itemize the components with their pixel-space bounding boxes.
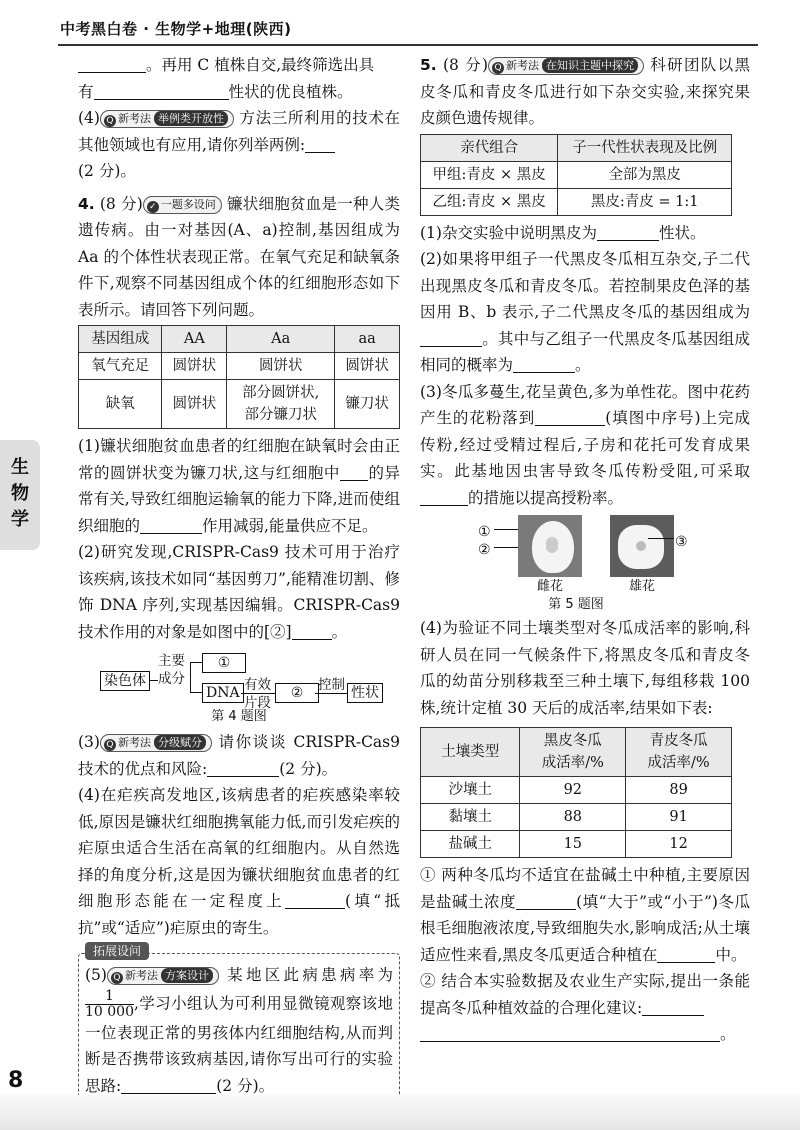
answer-blank[interactable] [420,1025,720,1042]
chromosome-flow-diagram [78,649,400,713]
table-header: Aa [227,326,335,353]
table-row: 乙组:青皮 × 黑皮 黑皮:青皮 = 1:1 [421,188,732,215]
question-4-part-3: (3) Q 新考法 分级赋分 请你谈谈 CRISPR-Cas9 技术的优点和风险: (2 分)。 [78,733,400,778]
answer-blank[interactable] [285,892,345,909]
page-header: 中考黑白卷 · 生物学+地理(陕西) [60,20,292,38]
answer-blank[interactable] [78,56,146,73]
answer-blank[interactable] [292,623,332,640]
subject-side-tab [0,440,40,550]
figure-4-caption: 第 4 题图 [211,709,267,724]
flow-label: 主要 [158,653,185,669]
side-tab-char: 生 [11,457,29,478]
answer-blank[interactable] [140,517,202,534]
question-mark-icon: Q [104,115,116,127]
new-method-badge: Q 新考法 分级赋分 [100,734,212,752]
answer-blank[interactable] [340,464,368,481]
female-flower-label: 雌花 [536,579,563,594]
answer-blank[interactable] [642,999,704,1016]
answer-blank[interactable] [420,489,468,506]
question-5-part-3: (3)冬瓜多蔓生,花呈黄色,多为单性花。图中花药产生的花粉落到 (填图中序号)上完成传粉,经过受精过程后,子房和花托可发育成果实。此基地因虫害导致冬瓜传粉受阻,可采取的措施以提高授粉率。 [420,382,750,507]
survival-rate-table [420,727,732,858]
table-row: 沙壤土 92 89 [421,777,732,804]
genotype-table [78,325,400,429]
table-row: 黏壤土 88 91 [421,804,732,831]
answer-blank[interactable] [657,946,715,963]
multi-question-badge: ✓ 一题多设问 [143,196,222,214]
side-tab-char: 物 [11,483,29,504]
table-row: 甲组:青皮 × 黑皮 全部为黑皮 [421,161,732,188]
flow-box-chromosome: 染色体 [100,671,150,691]
flow-label: 有效 [244,677,271,693]
question-4-part-5: (5) Q 新考法 方案设计 某地区此病患病率为 $\frac{1}{10 000}$ ,学习小组认为可利用显微镜观察该地一位表现正常的男孩体内红细胞结构,从而判断是否携带该致病基因,请你写出可行的实验思路: (2 分)。 [85,966,393,1095]
question-4-intro: 4. (8 分) ✓ 一题多设问 镰状细胞贫血是一种人类遗传病。由一对基因(A、a)控制,基因组成为 Aa 的个体性状表现正常。在氧气充足和缺氧条件下,观察不同基因组成个体的红细胞形态如下表所示。请回答下列问题。 [78,194,400,319]
flow-box-trait: 性状 [347,683,383,703]
header-rule [58,44,758,46]
table-header: AA [162,326,227,353]
continued-text: 。再用 C 植株自交,最终筛选出具 有 性状的优良植株。 [78,56,375,101]
marker-2: ② [478,542,491,558]
new-method-badge: Q 新考法 举例类开放性 [100,110,234,128]
answer-blank[interactable] [305,136,335,153]
answer-blank[interactable] [516,893,576,910]
male-flower-label: 雄花 [628,579,655,594]
table-row: 缺氧 圆饼状 部分圆饼状, 部分镰刀状 镰刀状 [79,380,400,429]
flow-box-dna: DNA [202,683,244,703]
table-row: 氧气充足 圆饼状 圆饼状 圆饼状 [79,353,400,380]
checkmark-icon: ✓ [147,201,159,213]
answer-blank[interactable] [207,760,279,777]
question-5-part-2: (2)如果将甲组子一代黑皮冬瓜相互杂交,子二代出现黑皮冬瓜和青皮冬瓜。若控制果皮色泽的基因用 B、b 表示,子二代黑皮冬瓜的基因组成为。其中与乙组子一代黑皮冬瓜基因组成相同的概率为 。 [420,250,750,374]
left-column [78,52,400,1102]
question-5-part-4-2: ② 结合本实验数据及农业生产实际,提出一条能提高冬瓜种植效益的合理化建议: 。 [420,972,750,1043]
answer-blank[interactable] [94,83,229,100]
question-5-part-4: (4)为验证不同土壤类型对冬瓜成活率的影响,科研人员在同一气候条件下,将黑皮冬瓜和青皮冬瓜的幼苗分别移栽至三种土壤下,每组移栽 100 株,统计定植 30 天后的成活率,结果如下表: [420,619,750,717]
figure-5-caption: 第 5 题图 [548,597,604,612]
question-mark-icon: Q [492,62,504,74]
flow-label: 成分 [158,671,185,687]
flow-label: 控制 [318,677,345,693]
table-header: 基因组成 [79,326,162,353]
female-flower-photo [518,515,582,577]
table-row: 盐碱土 15 12 [421,831,732,858]
question-5-part-1: (1)杂交实验中说明黑皮为 性状。 [420,223,706,242]
question-mark-icon: Q [104,739,116,751]
answer-blank[interactable] [420,330,482,347]
table-header: aa [335,326,400,353]
answer-blank[interactable] [121,1077,216,1094]
extension-tab: 拓展设问 [85,942,149,960]
marker-1: ① [478,524,491,540]
answer-blank[interactable] [535,409,605,426]
table-header: 子一代性状表现及比例 [558,134,732,161]
question-4-part-1: (1)镰状细胞贫血患者的红细胞在缺氧时会由正常的圆饼状变为镰刀状,这与红细胞中 的异常有关,导致红细胞运输氧的能力下降,进而使组织细胞的 作用减弱,能量供应不足。 [78,437,400,535]
question-4-part-2: (2)研究发现,CRISPR-Cas9 技术可用于治疗该疾病,该技术如同“基因剪刀”,能精准切割、修饰 DNA 序列,实现基因编辑。CRISPR-Cas9 技术作用的对象是如图中的[②] 。 [78,543,400,641]
male-flower-photo [610,515,674,577]
question-3-part-4: (4) Q 新考法 举例类开放性 方法三所利用的技术在其他领域也有应用,请你列举两例: (2 分)。 [78,109,400,180]
table-header: 青皮冬瓜 成活率/% [626,728,732,777]
flower-photos [420,515,750,599]
fraction: $\frac{1}{10 000}$ [85,987,134,1020]
page-bottom-shade [0,1095,800,1130]
table-header: 黑皮冬瓜 成活率/% [520,728,626,777]
hybrid-table [420,134,732,216]
answer-blank[interactable] [513,356,575,373]
question-4-part-4: (4)在疟疾高发地区,该病患者的疟疾感染率较低,原因是镰状红细胞携氧能力低,而引发疟疾的疟原虫适合生活在高氧的红细胞内。从自然选择的角度分析,这是因为镰状细胞贫血患者的红细胞形态能在一定程度上 (填“抵抗”或“适应”)疟原虫的寄生。 [78,786,400,937]
new-method-badge: Q 新考法 方案设计 [107,967,219,985]
page-number: 8 [8,1068,24,1093]
question-5-part-4-1: ① 两种冬瓜均不适宜在盐碱土中种植,主要原因是盐碱土浓度 (填“大于”或“小于”)冬瓜根毛细胞液浓度,导致细胞失水,影响成活;从土壤适应性来看,黑皮冬瓜更适合种植在 中。 [420,866,750,964]
flow-box-1: ① [202,653,246,673]
right-column [420,52,750,1048]
flow-label: 片段 [244,695,271,711]
answer-blank[interactable] [597,224,659,241]
extension-question-box [78,944,400,1102]
side-tab-char: 学 [11,509,29,530]
marker-3: ③ [675,534,688,550]
flow-box-2: ② [275,683,319,703]
question-5-intro: 5. (8 分) Q 新考法 在知识主题中探究 科研团队以黑皮冬瓜和青皮冬瓜进行如下杂交实验,来探究果皮颜色遗传规律。 [420,56,750,127]
table-header: 亲代组合 [421,134,558,161]
question-mark-icon: Q [111,972,123,984]
table-header: 土壤类型 [421,728,520,777]
new-method-badge: Q 新考法 在知识主题中探究 [488,57,644,75]
